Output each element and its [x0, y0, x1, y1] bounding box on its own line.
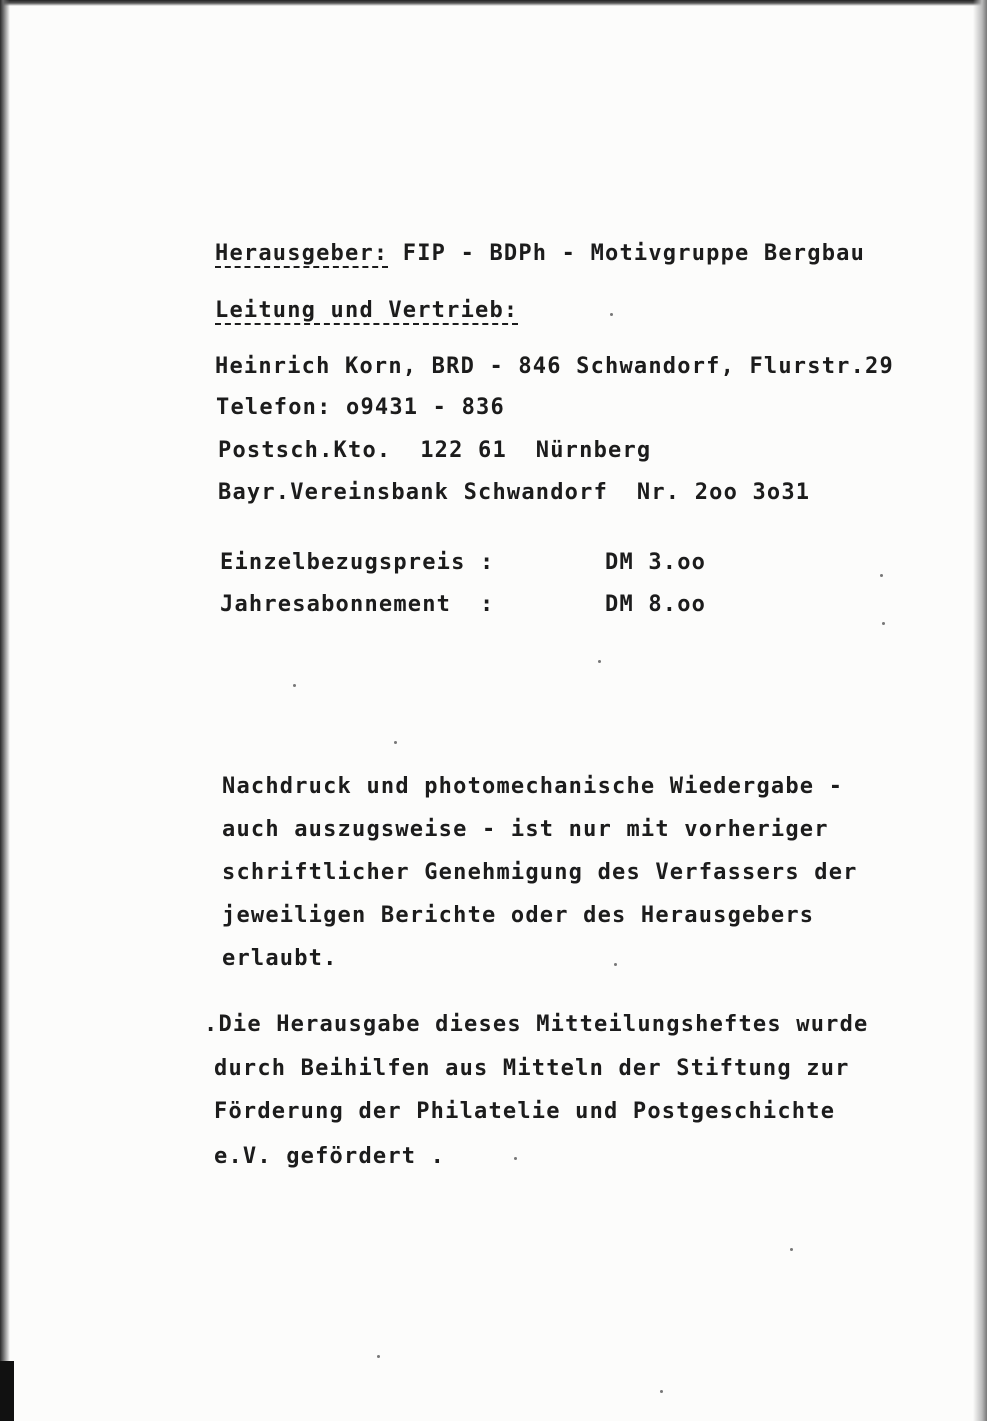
publisher-line — [215, 241, 865, 266]
scan-speck — [880, 574, 883, 577]
funding-notice-line: Förderung der Philatelie und Postgeschichte — [214, 1099, 836, 1124]
publisher-value: FIP - BDPh - Motivgruppe Bergbau — [388, 241, 866, 266]
scan-edge-right — [973, 0, 987, 1421]
scan-edge-left — [0, 0, 10, 1421]
scan-speck — [293, 684, 296, 687]
reprint-notice-line: schriftlicher Genehmigung des Verfassers der — [222, 860, 858, 885]
scan-speck — [514, 1157, 517, 1160]
postal-account-line: Postsch.Kto. 122 61 Nürnberg — [218, 438, 652, 463]
publisher-label: Herausgeber: — [215, 241, 389, 266]
management-label: Leitung und Vertrieb: — [215, 298, 519, 323]
scan-speck — [614, 963, 617, 966]
scan-speck — [660, 1390, 663, 1393]
funding-notice-line: e.V. gefördert . — [214, 1144, 446, 1169]
scan-speck — [394, 741, 397, 744]
scan-speck — [882, 622, 885, 625]
phone-line: Telefon: o9431 - 836 — [216, 395, 505, 420]
bank-line: Bayr.Vereinsbank Schwandorf Nr. 2oo 3o31 — [218, 480, 811, 505]
price-value-annual: DM 8.oo — [605, 592, 707, 617]
price-value-single: DM 3.oo — [605, 550, 707, 575]
price-row-single — [220, 550, 494, 575]
scan-corner-shadow — [0, 1361, 14, 1421]
price-row-annual — [220, 592, 494, 617]
funding-notice-line: .Die Herausgabe dieses Mitteilungsheftes wurde — [204, 1012, 869, 1037]
address-line: Heinrich Korn, BRD - 846 Schwandorf, Flurstr.29 — [215, 354, 894, 379]
price-label: Einzelbezugspreis : — [220, 550, 495, 575]
reprint-notice-line: erlaubt. — [222, 946, 338, 971]
reprint-notice-line: auch auszugsweise - ist nur mit vorheriger — [222, 817, 829, 842]
scan-speck — [598, 660, 601, 663]
scan-speck — [610, 313, 613, 316]
scan-edge-top — [0, 0, 987, 6]
scan-speck — [377, 1355, 380, 1358]
scan-speck — [790, 1248, 793, 1251]
reprint-notice-line: jeweiligen Berichte oder des Herausgebers — [222, 903, 815, 928]
reprint-notice-line: Nachdruck und photomechanische Wiedergabe - — [222, 774, 844, 799]
price-label: Jahresabonnement : — [220, 592, 495, 617]
funding-notice-line: durch Beihilfen aus Mitteln der Stiftung zur — [214, 1056, 850, 1081]
